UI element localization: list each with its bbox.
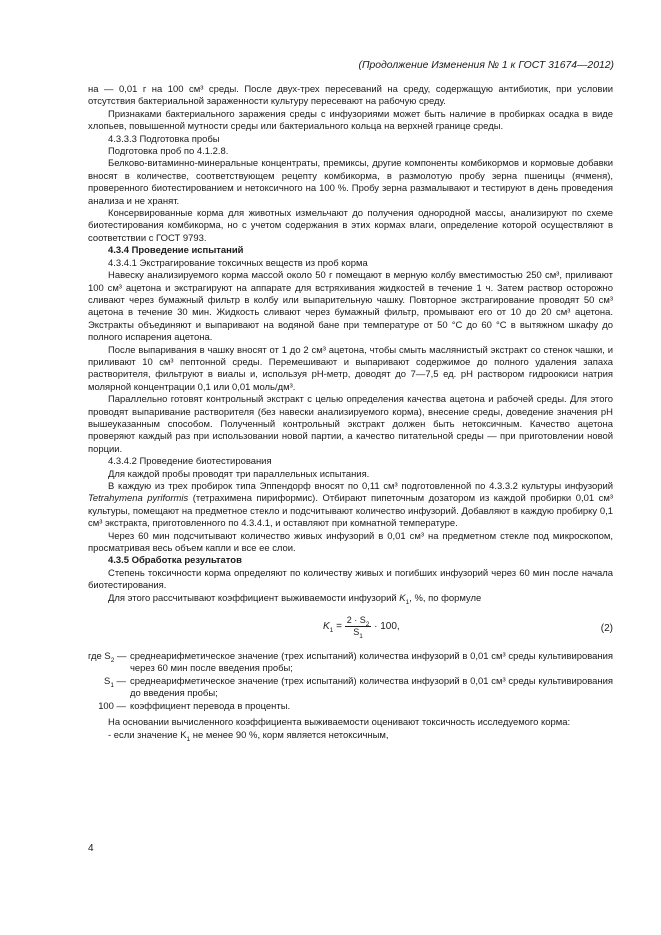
denominator-sub: 1 (359, 632, 363, 640)
legend-symbol (88, 701, 126, 713)
paragraph: После выпаривания в чашку вносят от 1 до 2 см³ ацетона, чтобы смыть маслянистый экстракт со стенок чашки, и приливают 10 см³ пептонной среды. Перемешивают и выпаривают содержимое до полного удаления запаха растворителя, фильтруют в виалы и, используя рН-метр, доводят до 7—7,5 ед. рН раствором гидроокиси натрия молярной концентрации 0,1 или 0,01 моль/дм³. (88, 344, 613, 393)
symbol-k: K (399, 592, 406, 604)
legend-text: среднеарифметическое значение (трех испытаний) количества инфузорий в 0,01 см³ среды культивирования через 60 мин после введения пробы; (130, 651, 613, 675)
legend-dash: — (114, 651, 127, 663)
denominator-text: S (353, 627, 360, 638)
paragraph (88, 481, 613, 531)
formula-lhs: K (323, 621, 330, 633)
legend-symbol-sub: 2 (110, 656, 115, 664)
paragraph: На основании вычисленного коэффициента выживаемости оценивают токсичность исследуемого корма: (108, 717, 571, 729)
paragraph: Консервированные корма для животных измельчают до получения однородной массы, анализируют по схеме биотестирования комбикорма, но с учетом содержания в этих кормах влаги, определение которой осуществляют в соответствии с ГОСТ 9793. (88, 208, 613, 244)
legend-symbol (88, 676, 126, 701)
section-heading-4-3-4-2: 4.3.4.2 Проведение биотестирования (108, 456, 272, 468)
legend-symbol-text: где S (88, 651, 111, 663)
section-heading-4-3-4: 4.3.4 Проведение испытаний (108, 245, 244, 257)
formula-block (88, 609, 613, 649)
paragraph: Подготовка проб по 4.1.2.8. (108, 146, 229, 158)
text-run: В каждую из трех пробирок типа Эппендорф вносят по 0,11 см³ подготовленной по 4.3.3.2 культуры инфузорий (108, 481, 613, 492)
text-run: - если значение K (108, 729, 187, 741)
formula (323, 615, 400, 638)
paragraph: Параллельно готовят контрольный экстракт с целью определения качества ацетона и рабочей среды. Для этого проводят выпаривание растворителя (без навески анализируемого корма), внесение среды, доведение значения рН вышеуказанным способом. Полученный контрольный экстракт должен быть нетоксичным. Качество ацетона проверяют каждый раз при использовании новой партии, а качество питательной среды — при приготовлении новой порции. (88, 394, 613, 455)
page-number: 4 (88, 843, 94, 854)
formula-number: (2) (600, 623, 613, 635)
text-run: не менее 90 %, корм является нетоксичным, (190, 729, 389, 741)
section-heading-4-3-5: 4.3.5 Обработка результатов (108, 555, 242, 567)
formula-denominator (345, 627, 372, 638)
legend-symbol-text: S (104, 675, 111, 687)
legend-dash: — (113, 675, 126, 687)
legend-text: коэффициент перевода в проценты. (130, 700, 291, 712)
paragraph: Степень токсичности корма определяют по количеству живых и погибших инфузорий через 60 мин после начала биотестирования. (88, 567, 613, 592)
formula-equals: = (336, 621, 342, 633)
text-run: (тетрахимена пириформис). Отбирают пипеточным дозатором из каждой пробирки 0,01 см³ культуры, помещают на предметное стекло и подсчитывают количество инфузорий. Добавляют в каждую пробирку 0,1 см³ экстракта, приготовленного по 4.3.4.1, и оставляют при комнатной температуре. (88, 493, 613, 530)
page-header: (Продолжение Изменения № 1 к ГОСТ 31674—2012) (358, 60, 614, 71)
formula-lhs-sub: 1 (329, 627, 334, 635)
symbol-subscript: 1 (405, 598, 410, 606)
section-heading-4-3-3-3: 4.3.3.3 Подготовка пробы (108, 133, 220, 145)
legend-text: среднеарифметическое значение (трех испытаний) количества инфузорий в 0,01 см³ среды культивирования до введения пробы; (130, 675, 613, 700)
legend-symbol-text: 100 (98, 700, 114, 712)
paragraph (88, 593, 613, 605)
paragraph: на — 0,01 г на 100 см³ среды. После двух-трех пересеваний на среду, содержащую антибиотик, при условии отсутствия бактериальной зараженности культуру пересевают на рабочую среду. (88, 84, 613, 108)
legend-symbol (88, 651, 126, 676)
numerator-text: 2 · S (346, 615, 366, 626)
paragraph: Через 60 мин подсчитывают количество живых инфузорий в 0,01 см³ на предметном стекле под микроскопом, просматривая весь объем капли и все ее слои. (88, 530, 613, 555)
formula-legend (88, 651, 613, 713)
legend-symbol-sub: 1 (110, 681, 114, 689)
paragraph: Белково-витаминно-минеральные концентраты, премиксы, другие компоненты комбикормов и кормовые добавки вносят в количестве, соответствующем рецепту комбикорма, в размолотую пробу зерна пшеницы (ячменя), проверенного биотестированием и нетоксичного на 100 %. Пробу зерна размалывают и тестируют в день проведения анализа и не хранят. (88, 158, 613, 207)
numerator-sub: 2 (365, 620, 370, 628)
section-heading-4-3-4-1: 4.3.4.1 Экстрагирование токсичных веществ из проб корма (108, 257, 368, 269)
legend-dash: — (113, 700, 126, 712)
formula-numerator (345, 615, 372, 627)
formula-tail: · 100, (374, 621, 400, 633)
text-run: , %, по формуле (409, 592, 482, 604)
paragraph (88, 730, 613, 742)
species-name: Tetrahymena pyriformis (88, 493, 189, 505)
paragraph: Навеску анализируемого корма массой около 50 г помещают в мерную колбу вместимостью 250 см³, приливают 100 см³ ацетона и экстрагируют на аппарате для встряхивания жидкостей в течение 1 ч. Затем раствор осторожно сливают через бумажный фильтр в колбу или выпарительную чашку. Повторное экстрагирование проводят 50 см³ ацетона в течение 30 мин. Жидкость сливают через бумажный фильтр, промывают его от 10 до 20 см³ ацетона. Экстракты объединяют и выпаривают на водяной бане при температуре от 50 °С до 60 °С в вытяжном шкафу до полного испарения ацетона. (88, 270, 613, 344)
formula-fraction (345, 615, 372, 638)
paragraph: Для каждой пробы проводят три параллельных испытания. (108, 468, 370, 480)
text-run: Для этого рассчитывают коэффициент выживаемости инфузорий (108, 592, 400, 604)
symbol-subscript: 1 (186, 735, 191, 743)
document-body (88, 84, 613, 742)
paragraph: Признаками бактериального заражения среды с инфузориями может быть наличие в пробирках осадка в виде хлопьев, повышенной мутности среды или бактериального кольца на верхней границе среды. (88, 108, 613, 133)
